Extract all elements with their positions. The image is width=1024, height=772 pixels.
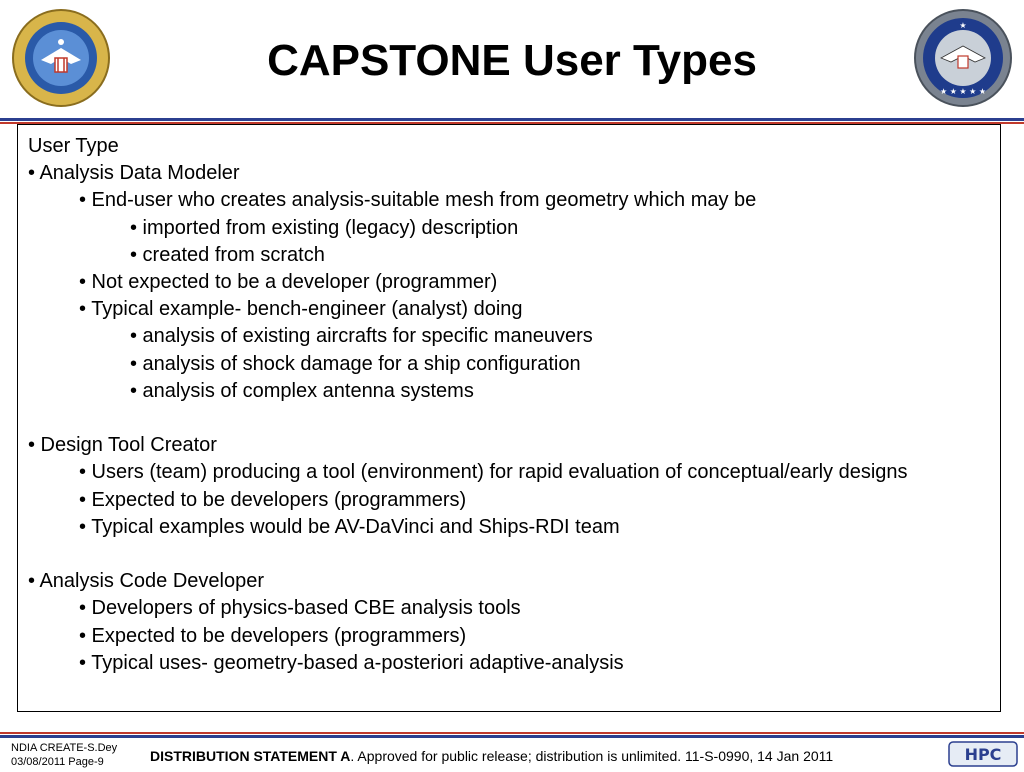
list-item: • Developers of physics-based CBE analysis tools [79, 597, 521, 620]
list-item: • Typical uses- geometry-based a-posteriori adaptive-analysis [79, 651, 624, 674]
distribution-statement-label: DISTRIBUTION STATEMENT A [150, 748, 351, 764]
content-box [17, 124, 1001, 712]
header-blue-rule [0, 118, 1024, 121]
list-item: • analysis of complex antenna systems [130, 379, 474, 402]
page-title: CAPSTONE User Types [267, 36, 757, 85]
footer-red-rule [0, 732, 1024, 734]
footer-source-line2: 03/08/2011 Page-9 [11, 756, 104, 768]
content-heading: User Type [28, 135, 119, 157]
list-item: • Expected to be developers (programmers) [79, 624, 467, 647]
list-item: • Typical example- bench-engineer (analyst) doing [79, 298, 523, 321]
section-title-analysis-code-developer: • Analysis Code Developer [28, 570, 265, 593]
hpc-logo [948, 741, 1018, 767]
footer-source-line1: NDIA CREATE-S.Dey [11, 742, 118, 754]
list-item: • analysis of existing aircrafts for specific maneuvers [130, 325, 593, 348]
list-item: • Users (team) producing a tool (environment) for rapid evaluation of conceptual/early designs [79, 461, 908, 484]
asd-re-seal [913, 8, 1013, 108]
list-item: • created from scratch [130, 243, 325, 266]
distribution-statement [150, 748, 833, 764]
spacer [28, 405, 990, 432]
list-item: • imported from existing (legacy) description [130, 216, 519, 239]
footer-source [11, 741, 117, 769]
list-item: • Expected to be developers (programmers) [79, 488, 467, 511]
section-title-design-tool-creator: • Design Tool Creator [28, 434, 217, 457]
list-item: • analysis of shock damage for a ship configuration [130, 352, 581, 375]
svg-text:★ ★ ★ ★ ★: ★ ★ ★ ★ ★ [939, 87, 987, 96]
section-title-analysis-data-modeler: • Analysis Data Modeler [28, 162, 240, 185]
footer-blue-rule [0, 735, 1024, 738]
list-item: • End-user who creates analysis-suitable mesh from geometry which may be [79, 189, 757, 212]
list-item: • Not expected to be a developer (programmer) [79, 271, 498, 294]
distribution-statement-text: . Approved for public release; distribution is unlimited. 11-S-0990, 14 Jan 2011 [350, 748, 834, 764]
hpc-logo-text: HPC [964, 745, 1002, 764]
spacer [28, 541, 990, 568]
list-item: • Typical examples would be AV-DaVinci and Ships-RDI team [79, 515, 620, 538]
svg-text:★: ★ [959, 21, 967, 30]
